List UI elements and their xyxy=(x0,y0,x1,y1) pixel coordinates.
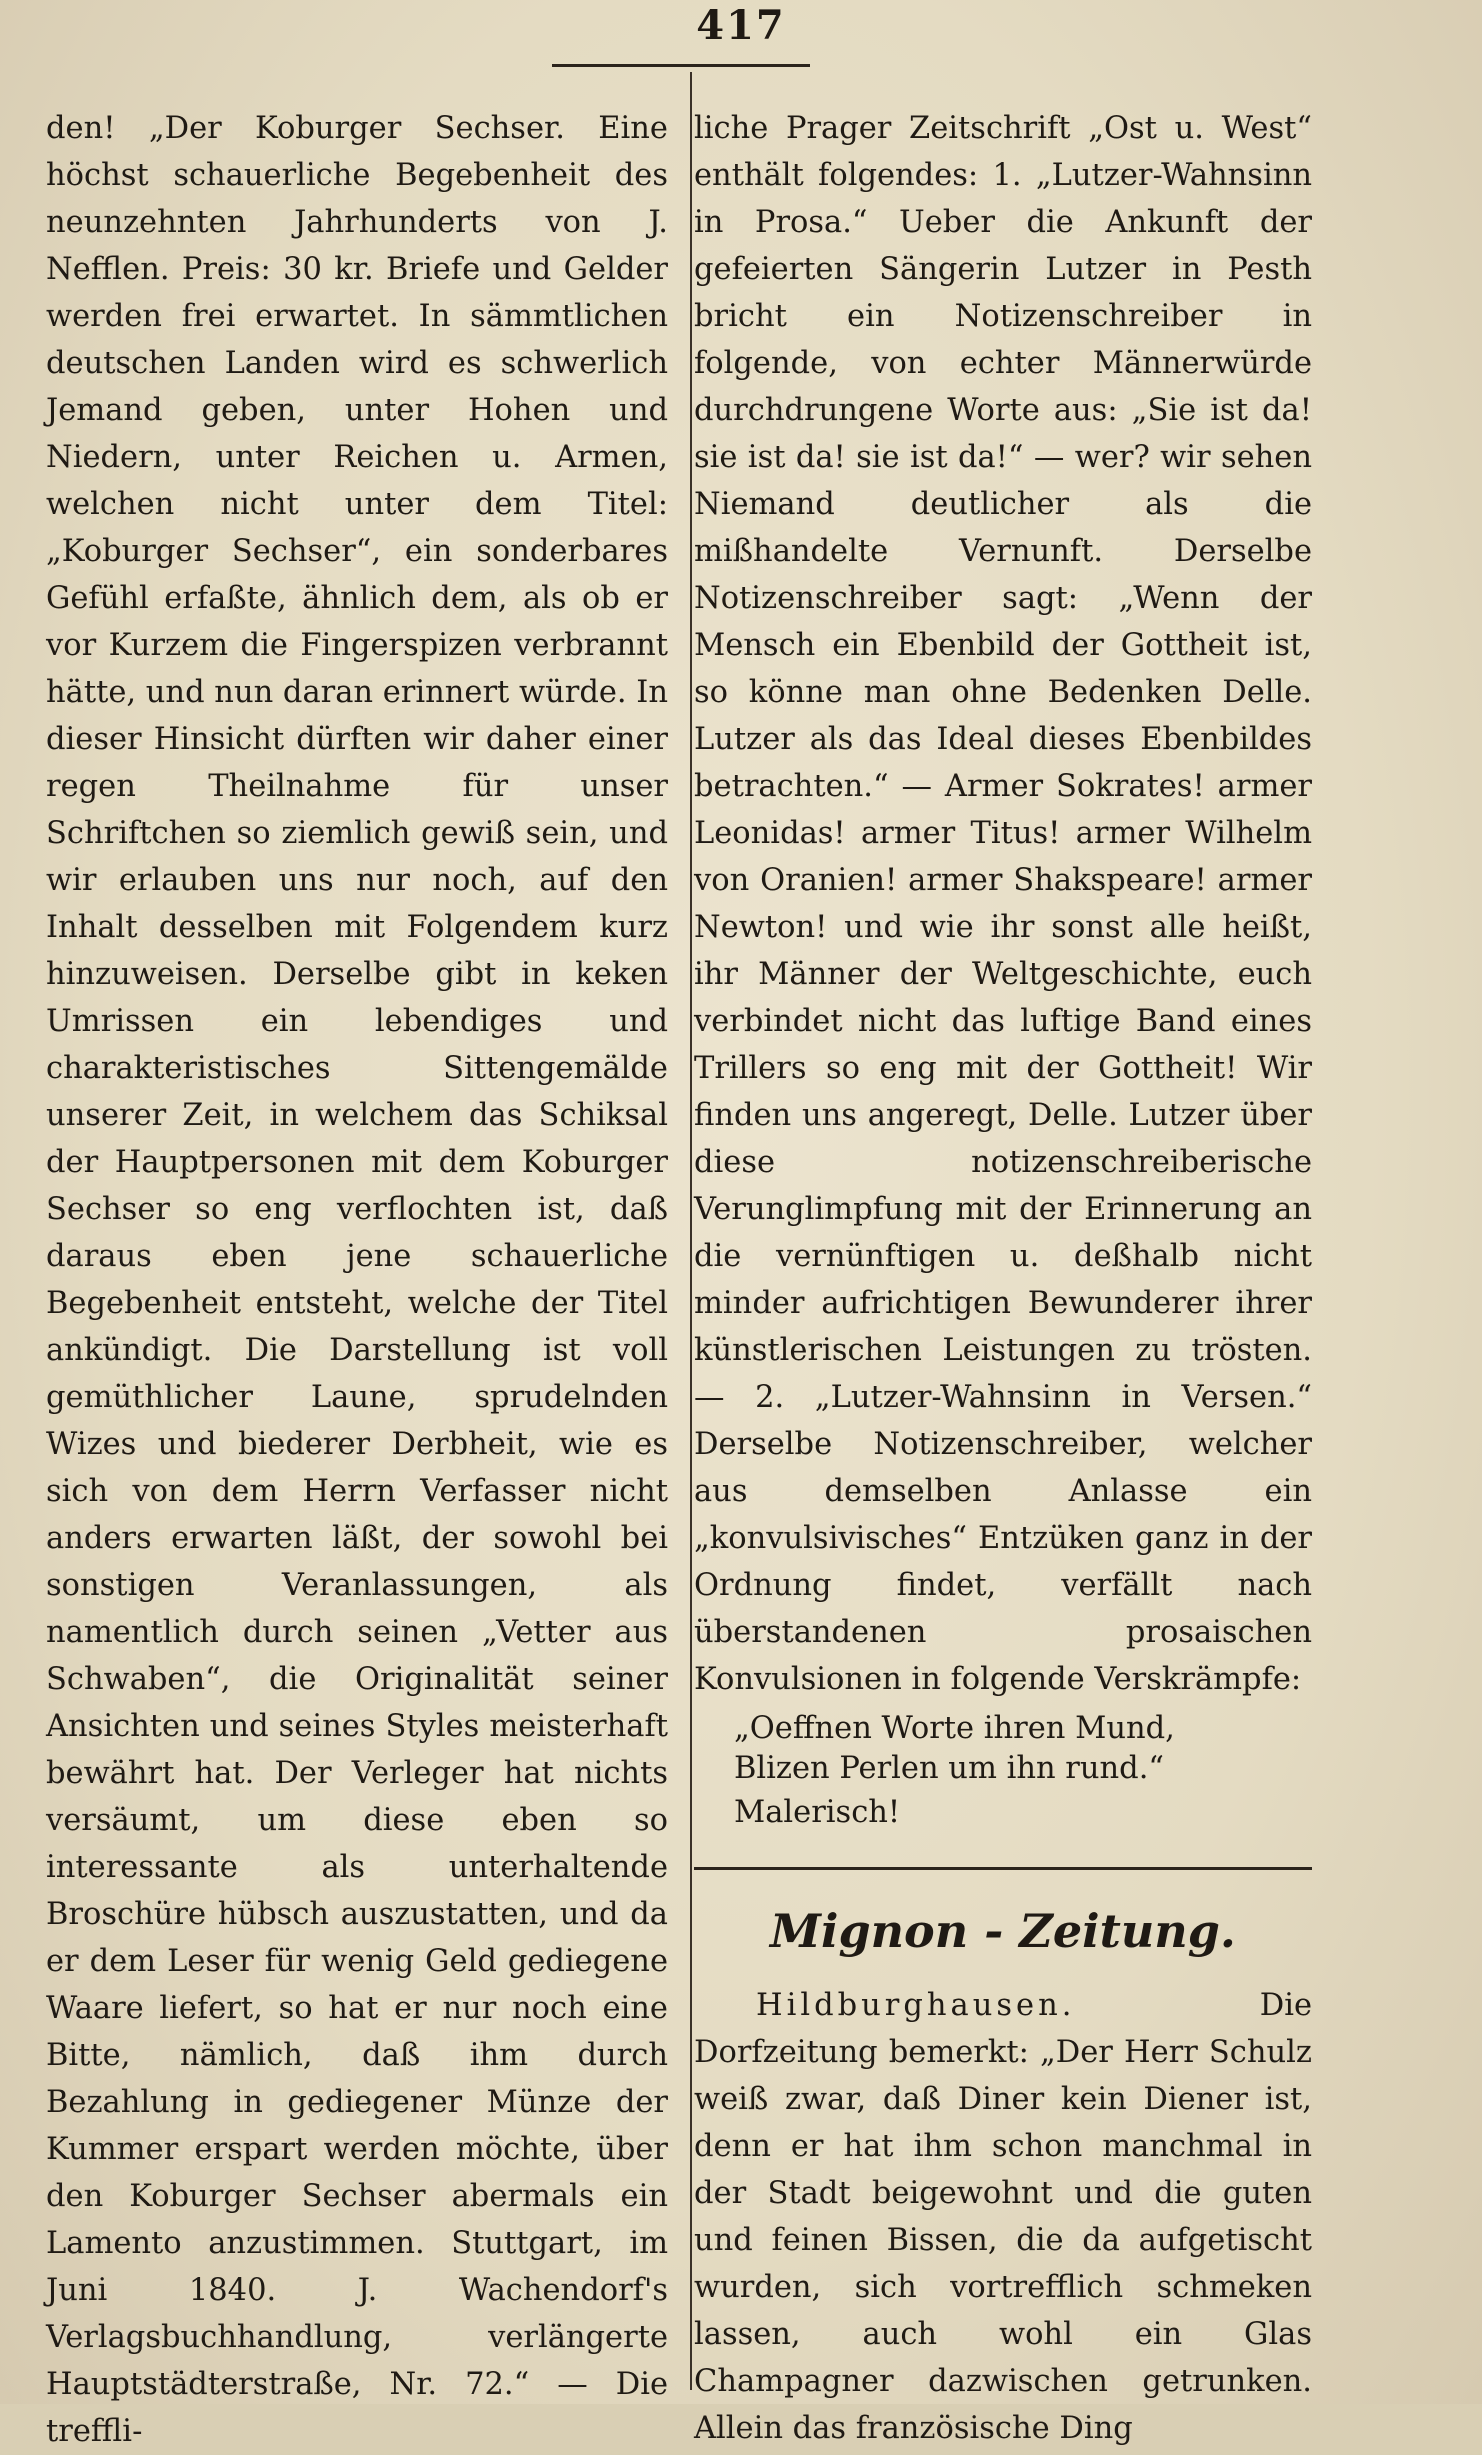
mignon-place: Hildburghausen. xyxy=(756,1988,1076,2023)
left-column xyxy=(46,105,668,2455)
verse-line: Blizen Perlen um ihn rund.“ xyxy=(734,1751,1164,1786)
mignon-paragraph xyxy=(694,1982,1312,2452)
verse-comment: Malerisch! xyxy=(734,1795,901,1830)
right-column xyxy=(694,105,1312,2452)
verse-quote xyxy=(734,1709,1312,1833)
column-divider xyxy=(690,72,692,2390)
mignon-text: Die Dorfzeitung bemerkt: „Der Herr Schulz weiß zwar, daß Diner kein Diener ist, denn er hat ihm schon manchmal in der Stadt beigewohnt und die guten und feinen Bissen, die da aufgetischt wurden, sich vortrefflich schmeken lassen, auch wohl ein Glas Champagner dazwischen getrunken. Allein das französische Ding xyxy=(694,1988,1312,2446)
section-rule xyxy=(694,1867,1312,1870)
verse-line: „Oeffnen Worte ihren Mund, xyxy=(734,1711,1175,1746)
section-title: Mignon - Zeitung. xyxy=(770,1904,1236,1958)
left-column-text: den! „Der Koburger Sechser. Eine höchst schauerliche Begebenheit des neunzehnten Jahrhunderts von J. Nefflen. Preis: 30 kr. Briefe und Gelder werden frei erwartet. In sämmtlichen deutschen Landen wird es schwerlich Jemand geben, unter Hohen und Niedern, unter Reichen u. Armen, welchen nicht unter dem Titel: „Koburger Sechser“, ein sonderbares Gefühl erfaßte, ähnlich dem, als ob er vor Kurzem die Fingerspizen verbrannt hätte, und nun daran erinnert würde. In dieser Hinsicht dürften wir daher einer regen Theilnahme für unser Schriftchen so ziemlich gewiß sein, und wir erlauben uns nur noch, auf den Inhalt desselben mit Folgendem kurz hinzuweisen. Derselbe gibt in keken Umrissen ein lebendiges und charakteristisches Sittengemälde unserer Zeit, in welchem das Schiksal der Hauptpersonen mit dem Koburger Sechser so eng verflochten ist, daß daraus eben jene schauerliche Begebenheit entsteht, welche der Titel ankündigt. Die Darstellung ist voll gemüthlicher Laune, sprudelnden Wizes und biederer Derbheit, wie es sich von dem Herrn Verfasser nicht anders erwarten läßt, der sowohl bei sonstigen Veranlassungen, als namentlich durch seinen „Vetter aus Schwaben“, die Originalität seiner Ansichten und seines Styles meisterhaft bewährt hat. Der Verleger hat nichts versäumt, um diese eben so interessante als unterhaltende Broschüre hübsch auszustatten, und da er dem Leser für wenig Geld gediegene Waare liefert, so hat er nur noch eine Bitte, nämlich, daß ihm durch Bezahlung in gediegener Münze der Kummer erspart werden möchte, über den Koburger Sechser abermals ein Lamento anzustimmen. Stuttgart, im Juni 1840. J. Wachendorf's Verlagsbuchhandlung, verlängerte Hauptstädterstraße, Nr. 72.“ — Die treffli- xyxy=(46,111,668,2449)
right-column-paragraph: liche Prager Zeitschrift „Ost u. West“ enthält folgendes: 1. „Lutzer-Wahnsinn in Prosa.“ Ueber die Ankunft der gefeierten Sängerin Lutzer in Pesth bricht ein Notizenschreiber in folgende, von echter Männerwürde durchdrungene Worte aus: „Sie ist da! sie ist da! sie ist da!“ — wer? wir sehen Niemand deutlicher als die mißhandelte Vernunft. Derselbe Notizenschreiber sagt: „Wenn der Mensch ein Ebenbild der Gottheit ist, so könne man ohne Bedenken Delle. Lutzer als das Ideal dieses Ebenbildes betrachten.“ — Armer Sokrates! armer Leonidas! armer Titus! armer Wilhelm von Oranien! armer Shakspeare! armer Newton! und wie ihr sonst alle heißt, ihr Männer der Weltgeschichte, euch verbindet nicht das luftige Band eines Trillers so eng mit der Gottheit! Wir finden uns angeregt, Delle. Lutzer über diese notizenschreiberische Verunglimpfung mit der Erinnerung an die vernünftigen u. deßhalb nicht minder aufrichtigen Bewunderer ihrer künstlerischen Leistungen zu trösten. — 2. „Lutzer-Wahnsinn in Versen.“ Derselbe Notizenschreiber, welcher aus demselben Anlasse ein „konvulsivisches“ Entzüken ganz in der Ordnung findet, verfällt nach überstandenen prosaischen Konvulsionen in folgende Verskrämpfe: xyxy=(694,111,1312,1697)
header-rule xyxy=(552,64,810,67)
page-number: 417 xyxy=(696,2,786,49)
